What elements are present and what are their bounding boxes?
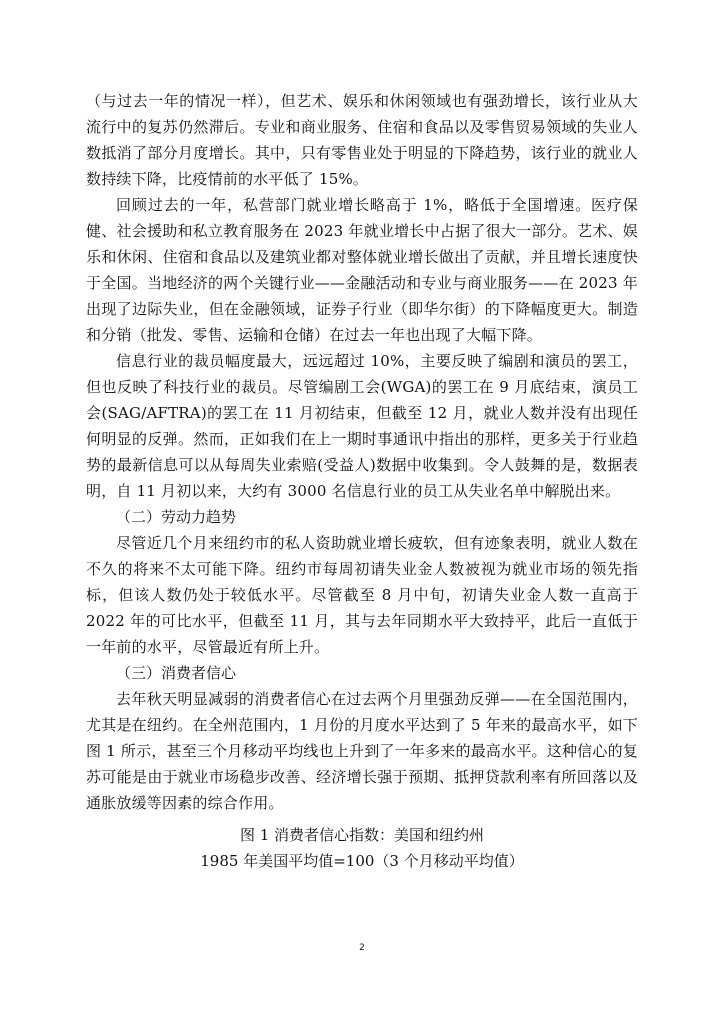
figure-title: 图 1 消费者信心指数：美国和纽约州 bbox=[239, 826, 485, 844]
figure-subtitle: 1985 年美国平均值=100（3 个月移动平均值） bbox=[200, 852, 524, 870]
body-paragraph: （与过去一年的情况一样），但艺术、娱乐和休闲领域也有强劲增长，该行业从大流行中的复苏仍然滞后。专业和商业服务、住宿和食品以及零售贸易领域的失业人数抵消了部分月度增长。其中，只有零售业处于明显的下降趋势，该行业的就业人数持续下降，比疫情前的水平低了 15%。 bbox=[86, 92, 638, 188]
body-paragraph: 尽管近几个月来纽约市的私人资助就业增长疲软，但有迹象表明，就业人数在不久的将来不太可能下降。纽约市每周初请失业金人数被视为就业市场的领先指标，但该人数仍处于较低水平。尽管截至 8 月中旬，初请失业金人数一直高于 2022 年的可比水平，但截至 11 月，其与去年同期水平大致持平，此后一直低于一年前的水平，尽管最近有所上升。 bbox=[86, 534, 638, 656]
body-paragraph: 信息行业的裁员幅度最大，远远超过 10%，主要反映了编剧和演员的罢工，但也反映了科技行业的裁员。尽管编剧工会(WGA)的罢工在 9 月底结束，演员工会(SAG/AFTRA)的罢工在 11 月初结束，但截至 12 月，就业人数并没有出现任何明显的反弹。然而，正如我们在上一期时事通讯中指出的那样，更多关于行业趋势的最新信息可以从每周失业索赔(受益人)数据中收集到。令人鼓舞的是，数据表明，自 11 月初以来，大约有 3000 名信息行业的员工从失业名单中解脱出来。 bbox=[86, 352, 638, 500]
section-heading-labor-trend: （二）劳动力趋势 bbox=[116, 508, 237, 526]
body-paragraph: 回顾过去的一年，私营部门就业增长略高于 1%，略低于全国增速。医疗保健、社会援助和私立教育服务在 2023 年就业增长中占据了很大一部分。艺术、娱乐和休闲、住宿和食品以及建筑业都对整体就业增长做出了贡献，并且增长速度快于全国。当地经济的两个关键行业——金融活动和专业与商业服务——在 2023 年出现了边际失业，但在金融领域，证券子行业（即华尔街）的下降幅度更大。制造和分销（批发、零售、运输和仓储）在过去一年也出现了大幅下降。 bbox=[86, 196, 638, 344]
body-paragraph: 去年秋天明显减弱的消费者信心在过去两个月里强劲反弹——在全国范围内，尤其是在纽约。在全州范围内，1 月份的月度水平达到了 5 年来的最高水平，如下图 1 所示，甚至三个月移动平均线也上升到了一年多来的最高水平。这种信心的复苏可能是由于就业市场稳步改善、经济增长强于预期、抵押贷款利率有所回落以及通胀放缓等因素的综合作用。 bbox=[86, 690, 638, 812]
section-heading-consumer-confidence: （三）消费者信心 bbox=[116, 664, 237, 682]
page-number: 2 bbox=[359, 943, 365, 953]
